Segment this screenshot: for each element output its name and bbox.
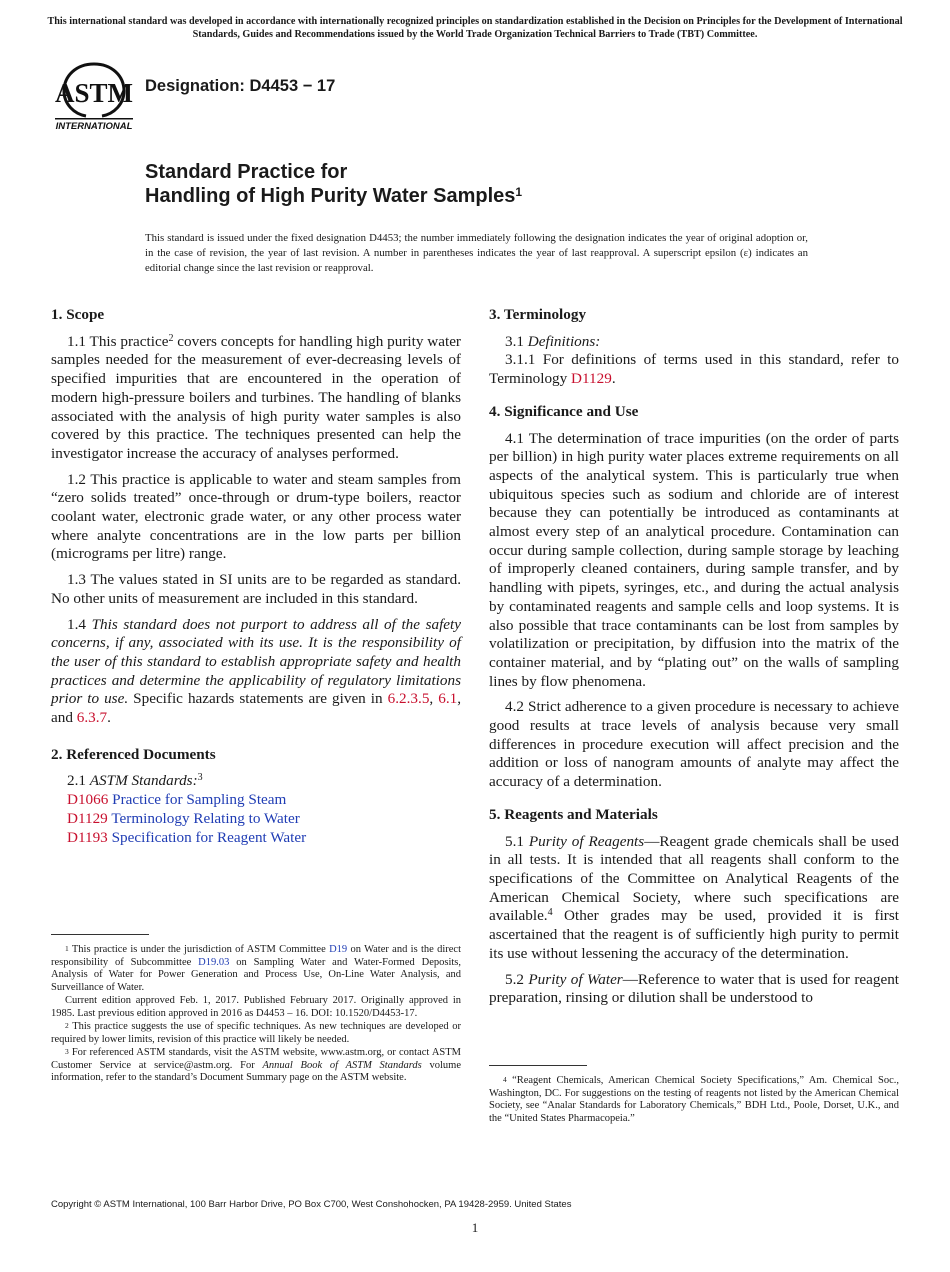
section-scope	[51, 306, 461, 728]
significance-4-2: 4.2 Strict adherence to a given procedure is necessary to achieve good results at trace levels of analysis because very small differences in procedure execution will affect precision and the addition or loss of nanogram amounts of analyte may affect the accuracy of a determination.	[489, 698, 899, 791]
logo-subtext: INTERNATIONAL	[55, 121, 133, 132]
footnotes-right	[489, 1075, 899, 1126]
link-6-3-7[interactable]: 6.3.7	[76, 709, 108, 727]
title-text: Handling of High Purity Water Samples	[145, 185, 516, 207]
intro-paragraph: This standard is issued under the fixed designation D4453; the number immediately following the designation indicates the year of original adoption or, in the case of revision, the year of last revision. A number in parentheses indicates the year of last reapproval. A superscript epsilon (ε) indicates an editorial change since the last revision or reapproval.	[145, 232, 808, 274]
section-reagents	[489, 806, 899, 1008]
footnote-2: $^2$ This practice suggests the use of specific techniques. As new techniques are developed or required by lower limits, revision of this practice will likely be needed.	[51, 1021, 461, 1045]
footnote-3: $^3$ For referenced ASTM standards, visit the ASTM website, www.astm.org, or contact ASTM Customer Service at service@astm.org. For Annual Book of ASTM Standards volume information, refer to the standard’s Document Summary page on the ASTM website.	[51, 1047, 461, 1083]
reagents-5-1: 5.1 Purity of Reagents—Reagent grade chemicals shall be used in all tests. It is intended that all reagents shall conform to the specifications of the Committee on Analytical Reagents of the American Chemical Society, where such specifications are available.$^4$ Other grades may be used, provided it is first ascertained that the reagent is of sufficiently high purity to permit its use without lessening the accuracy of the determination.	[489, 832, 900, 962]
ref-item-d1066[interactable]: D1066 Practice for Sampling Steam	[67, 791, 287, 809]
right-column	[489, 306, 899, 1022]
scope-heading: 1. Scope	[51, 306, 105, 323]
designation: Designation: D4453 − 17	[145, 77, 336, 95]
reagents-heading: 5. Reagents and Materials	[489, 805, 658, 823]
section-referenced-documents	[51, 746, 461, 848]
ref-item-d1193[interactable]: D1193 Specification for Reagent Water	[67, 828, 307, 846]
footnote-4: $^4$ “Reagent Chemicals, American Chemical Society Specifications,” Am. Chemical Soc., Washington, DC. For suggestions on the testing of reagents not listed by the American Chemical Society, see “Analar Standards for Laboratory Chemicals,” BDH Ltd., Poole, Dorset, U.K., and the “United States Pharmacopeia.”	[489, 1075, 899, 1124]
tbt-notice: This international standard was developed in accordance with internationally recognized principles on standardization established in the Decision on Principles for the Development of International Standards, Guides and Recommendations issued by the World Trade Organization Technical Barriers to Trade (TBT) Committee.	[47, 16, 903, 40]
footnote-ref-4: 4	[547, 907, 553, 919]
scope-1-1: 1.1 This practice$^2$ covers concepts for handling high purity water samples needed for the measurement of ever-decreasing levels of specified impurities that are encountered in the operation of modern high-pressure boilers and turbines. The handling of blanks associated with the analysis of high purity water samples is also covered by this practice. The techniques presented can help the investigator increase the accuracy of analyses performed.	[51, 332, 461, 462]
logo-text: ASTM	[54, 78, 134, 108]
page-number: 1	[471, 1220, 479, 1235]
terminology-3-1-1: 3.1.1 For definitions of terms used in this standard, refer to Terminology D1129.	[489, 351, 899, 388]
title-line-2	[145, 184, 522, 208]
footnote-ref-3: 3	[197, 772, 203, 784]
terminology-3-1: 3.1 Definitions:	[505, 332, 601, 350]
footnote-rule-left	[51, 934, 149, 935]
footnote-1: $^1$ This practice is under the jurisdiction of ASTM Committee D19 on Water and is the direct responsibility of Subcommittee D19.03 on Sampling Water and Water-Formed Deposits, Analysis of Water for Power Generation and Process Use, On-Line Water Analysis, and Surveillance of Water.	[51, 944, 461, 993]
reagents-5-2: 5.2 Purity of Water—Reference to water that is used for reagent preparation, rinsing or dilution shall be understood to	[489, 970, 900, 1007]
significance-4-1: 4.1 The determination of trace impurities (on the order of parts per billion) in high purity water places extreme requirements on all aspects of the analytical system. This is particularly true when ubiquitous species such as sodium and chloride are of interest because they can potentially be introduced as contaminants at almost every step of an analytical procedure. Contamination can occur during sample collection, during sample storage by leaching of improperly cleaned containers, during sample transfer, and by handling with pipets, syringes, etc., and during the actual analysis by contaminated reagents and sample cells and loop systems. It is also possible that trace contaminants can be lost from samples by volatilization or precipitation, by diffusion into the matrix of the container material, and by “plating out” on the walls of sampling lines by flow phenomena.	[489, 429, 899, 690]
footnote-ref-2: 2	[168, 332, 174, 344]
terminology-heading: 3. Terminology	[489, 306, 587, 323]
footnotes-left	[51, 944, 461, 1086]
referenced-heading: 2. Referenced Documents	[51, 745, 216, 763]
document-title	[145, 160, 522, 208]
section-significance	[489, 403, 899, 792]
section-terminology	[489, 306, 899, 389]
title-line-1: Standard Practice for	[145, 161, 348, 183]
link-d19[interactable]: D19	[329, 944, 348, 955]
astm-logo	[54, 58, 134, 132]
ref-item-d1129[interactable]: D1129 Terminology Relating to Water	[67, 809, 300, 827]
scope-1-4: 1.4 This standard does not purport to address all of the safety concerns, if any, associated with its use. It is the responsibility of the user of this standard to establish appropriate safety and health practices and determine the applicability of regulatory limitations prior to use. Specific hazards statements are given in 6.2.3.5, 6.1, and 6.3.7.	[51, 615, 462, 727]
astm-standards-label: 2.1 ASTM Standards:$^3$	[67, 772, 203, 790]
scope-1-2: 1.2 This practice is applicable to water and steam samples from “zero solids treated” once-through or drum-type boilers, reactor coolant water, electronic grade water, or any other process water where analyte concentrations are in the low parts per billion (micrograms per litre) range.	[51, 470, 461, 563]
scope-1-3: 1.3 The values stated in SI units are to be regarded as standard. No other units of measurement are included in this standard.	[51, 571, 461, 607]
link-d19-03[interactable]: D19.03	[198, 956, 230, 968]
title-footnote-mark: 1	[515, 185, 523, 199]
link-d1129[interactable]: D1129	[571, 370, 612, 388]
footnote-1-edition: Current edition approved Feb. 1, 2017. Published February 2017. Originally approved in 1985. Last previous edition approved in 2016 as D4453 – 16. DOI: 10.1520/D4453-17.	[51, 995, 461, 1019]
footnote-rule-right	[489, 1065, 587, 1066]
link-6-1[interactable]: 6.1	[438, 690, 458, 708]
left-column	[51, 306, 461, 861]
link-6-2-3-5[interactable]: 6.2.3.5	[387, 690, 430, 708]
significance-heading: 4. Significance and Use	[489, 402, 639, 420]
copyright-line: Copyright © ASTM International, 100 Barr Harbor Drive, PO Box C700, West Conshohocken, PA 19428-2959. United States	[51, 1199, 572, 1210]
